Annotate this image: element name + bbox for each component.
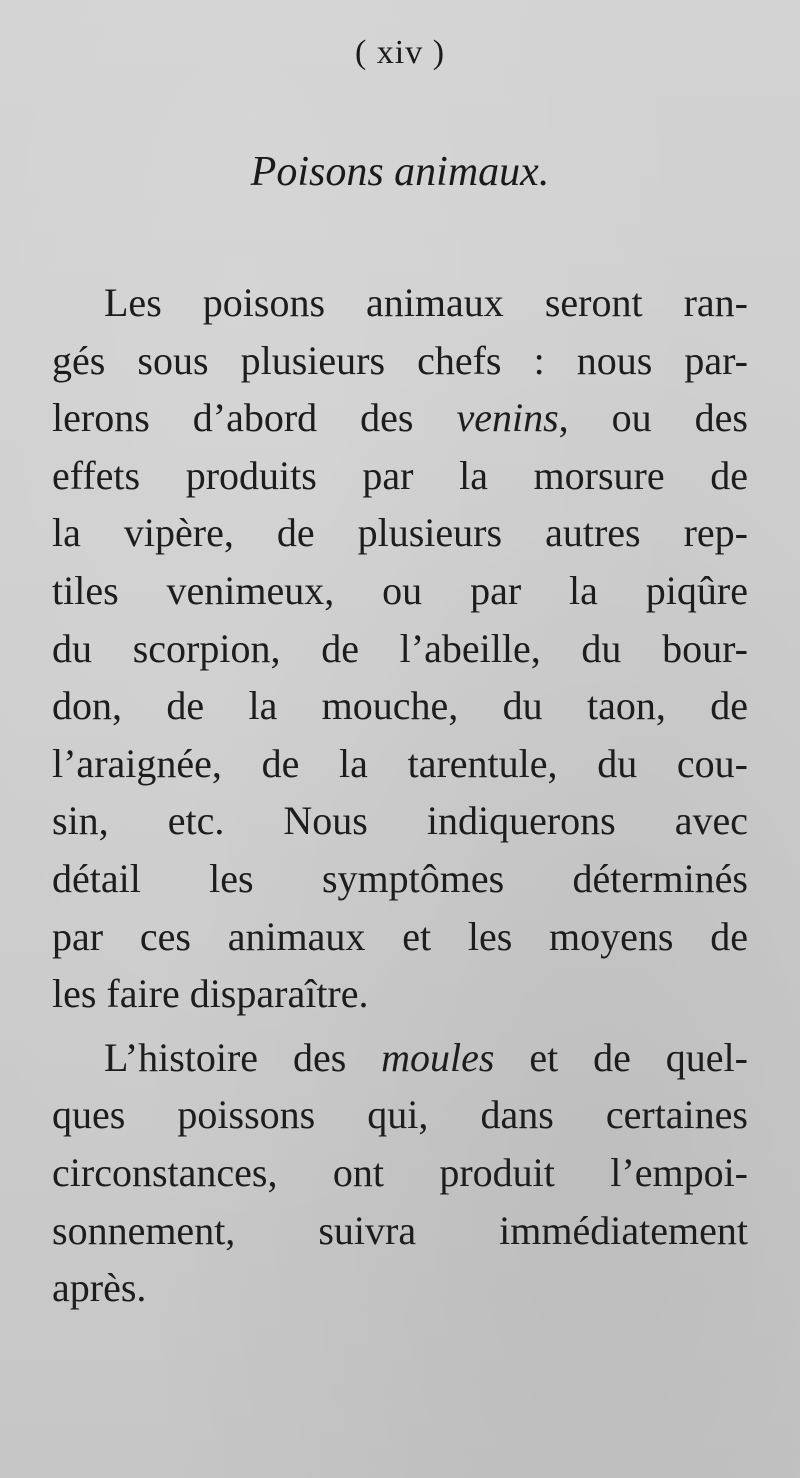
text-line: gés sous plusieurs chefs : nous par- [52,337,748,383]
text-line: sin, etc. Nous indiquerons avec [52,798,748,844]
text-line: L’histoire des moules et de quel- [104,1034,748,1080]
emphasis-moules: moules [381,1034,495,1080]
text-line: l’araignée, de la tarentule, du cou- [52,740,748,786]
text-line: tiles venimeux, ou par la piqûre [52,567,748,613]
emphasis-venins: venins [456,395,559,441]
text-line: ques poissons qui, dans certaines [52,1092,748,1138]
text-line: après. [52,1265,147,1311]
text-line: détail les symptômes déterminés [52,855,748,901]
text-line: par ces animaux et les moyens de [52,913,748,959]
text-line: lerons d’abord des venins, ou des [52,395,748,441]
text-line: sonnement, suivra immédiatement [52,1207,748,1253]
text-line: du scorpion, de l’abeille, du bour- [52,625,748,671]
text-line: les faire disparaître. [52,971,369,1017]
text-line: don, de la mouche, du taon, de [52,683,748,729]
text-line: la vipère, de plusieurs autres rep- [52,510,748,556]
text-line: effets produits par la morsure de [52,452,748,498]
page-number: ( xiv ) [354,34,446,71]
text-line: circonstances, ont produit l’empoi- [52,1149,748,1195]
body-text [52,274,748,1317]
section-title: Poisons animaux. [250,149,550,195]
text-line: Les poisons animaux seront ran- [104,280,748,325]
